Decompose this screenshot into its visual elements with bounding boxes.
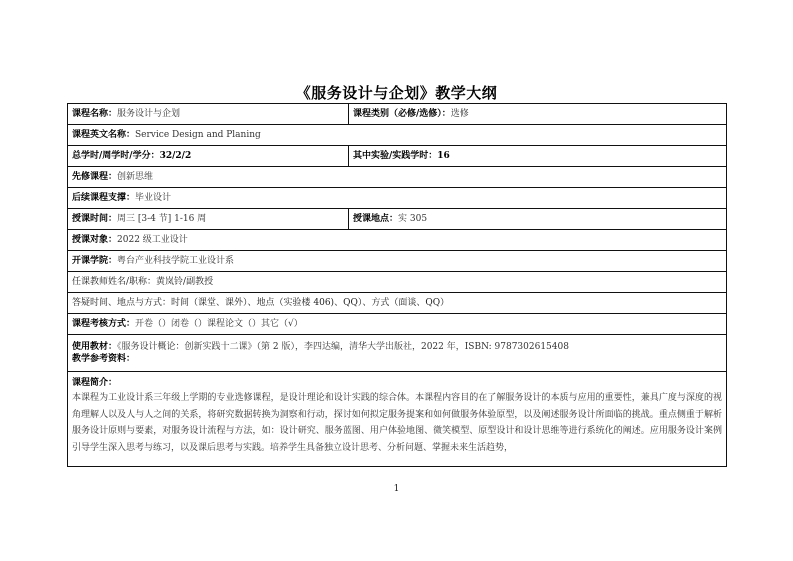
page-number: 1 <box>393 484 400 494</box>
row-course-name <box>68 104 727 125</box>
hours-value: 32/2/2 <box>159 151 192 161</box>
course-type-label: 课程类别（必修/选修）： <box>353 109 451 119</box>
prerequisite-label: 先修课程： <box>72 172 118 182</box>
cell-course-name <box>68 104 349 125</box>
document-title: 《服务设计与企划》教学大纲 <box>295 84 498 102</box>
course-name-label: 课程名称： <box>72 109 118 119</box>
audience-label: 授课对象： <box>72 235 118 245</box>
department-value: 粤台产业科技学院工业设计系 <box>117 256 235 266</box>
english-name-value: Service Design and Planing <box>135 130 261 140</box>
class-location-label: 授课地点： <box>353 214 399 224</box>
follow-up-value: 毕业设计 <box>135 193 172 203</box>
references-label: 教学参考资料： <box>72 354 136 364</box>
intro-text: 本课程为工业设计系三年级上学期的专业选修课程，是设计理论和设计实践的综合体。本课程内容目的在了解服务设计的本质与应用的重要性，兼具广度与深度的视角理解人以及人与人之间的关系，将研究数据转换为洞察和行动，探讨如何拟定服务提案和如何做服务体验原型，以及阐述服务设计所面临的挑战。重点侧重于解析服务设计原则与要素，对服务设计流程与方法，如：设计研究、服务蓝图、用户体验地图、微笑模型、原型设计和设计思维等进行系统化的阐述。应用服务设计案例引导学生深入思考与练习，以及课后思考与实践。培养学生具备独立设计思考、分析问题、掌握未来生活趋势， <box>72 393 722 453</box>
assessment-label: 课程考核方式： <box>72 319 136 329</box>
row-audience <box>68 230 727 251</box>
row-follow-up <box>68 188 727 209</box>
row-prerequisite <box>68 167 727 188</box>
course-name-value: 服务设计与企划 <box>117 109 181 119</box>
lab-hours-label: 其中实验/实践学时： <box>353 151 438 161</box>
row-class-time <box>68 209 727 230</box>
audience-value: 2022 级工业设计 <box>117 235 188 245</box>
class-time-label: 授课时间： <box>72 214 118 224</box>
teacher-value: 黄岚铃/副教授 <box>156 277 214 287</box>
teacher-label: 任课教师姓名/职称： <box>72 277 157 287</box>
row-textbook <box>68 335 727 372</box>
row-assessment <box>68 314 727 335</box>
row-teacher <box>68 272 727 293</box>
department-label: 开课学院： <box>72 256 118 266</box>
textbook-value: 《服务设计概论：创新实践十二课》（第 2 版），李四达编，清华大学出版社，2022 年，ISBN: 9787302615408 <box>117 342 569 352</box>
row-hours <box>68 146 727 167</box>
course-type-value: 选修 <box>450 109 469 119</box>
office-hours-label: 答疑时间、地点与方式： <box>72 298 172 308</box>
class-time-value: 周三 [3-4 节] 1-16 周 <box>117 214 207 224</box>
office-hours-value: 时间（课堂、课外）、地点（实验楼 406)、QQ）、方式（面谈、QQ） <box>171 298 450 308</box>
lab-hours-value: 16 <box>437 151 450 161</box>
class-location-value: 实 305 <box>398 214 428 224</box>
hours-label: 总学时/周学时/学分： <box>72 151 160 161</box>
textbook-label: 使用教材： <box>72 342 118 352</box>
intro-label: 课程简介： <box>72 378 118 388</box>
row-english-name <box>68 125 727 146</box>
row-intro <box>68 372 727 467</box>
assessment-value: 开卷（）闭卷（）课程论文（）其它（√） <box>135 319 303 329</box>
prerequisite-value: 创新思维 <box>117 172 154 182</box>
cell-course-type <box>349 104 727 125</box>
row-office-hours <box>68 293 727 314</box>
row-department <box>68 251 727 272</box>
syllabus-table <box>67 103 727 467</box>
english-name-label: 课程英文名称： <box>72 130 136 140</box>
follow-up-label: 后续课程支撑： <box>72 193 136 203</box>
